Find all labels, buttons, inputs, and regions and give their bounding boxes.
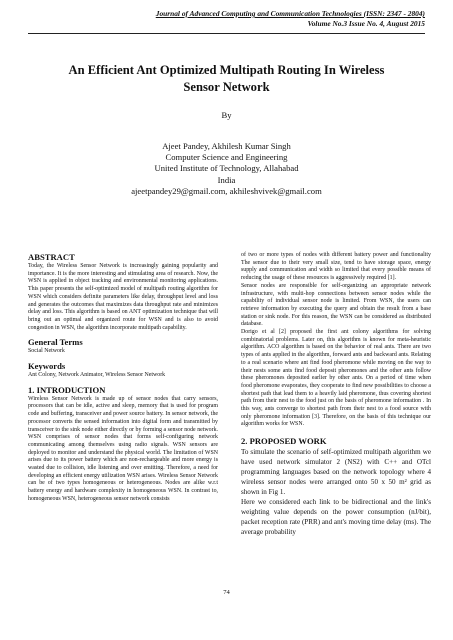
proposed-work-heading: 2. PROPOSED WORK bbox=[241, 436, 327, 447]
author-country: India bbox=[217, 174, 236, 185]
journal-header bbox=[156, 9, 425, 29]
abstract-text: Today, the Wireless Sensor Network is increasingly gaining popularity and importance. It is the more interesting and stimulating area of research. Now, the WSN is applied in object tracking and environmental monitoring applications. This paper presents the self-optimized model of multipath routing algorithm for WSN which considers definite parameters like delay, throughput level and loss and generates the outcomes that maximizes data throughput rate and minimizes delay and loss. This algorithm is based on ANT optimization technique that will bring out an optimal and organized route for WSN and is also to avoid congestion in WSN, the algorithm incorporate multipath capability. bbox=[28, 263, 218, 331]
right-paragraph-1: of two or more types of nodes with different battery power and functionality The sensor due to their very small size, tend to have storage space, energy supply and communication and width so limited that every possible means of reducing the usage of these resources is aggressively required [1]. bbox=[241, 252, 431, 282]
journal-volume: Volume No.3 Issue No. 4, August 2015 bbox=[307, 19, 425, 28]
proposed-work-text-2: Here we considered each link to be bidirectional and the link's weighting value depends on the power consumption (nJ/bit), packet reception rate (PRR) and ant's moving time delay (ms). The average probability bbox=[241, 498, 431, 537]
right-paragraph-3: Dorigo et al [2] proposed the first ant colony algorithms for solving combinatorial problems. Later on, this algorithm is known for meta-heuristic algorithm. ACO algorithm is based on the behavior of real ants. There are two types of ants applied in the algorithm, forward ants and backward ants. Relating to a real scenario where ant find food pheromone while moving on the way to their nests some ants find food deposit pheromones and the other ants follow these pheromones deposited earlier by other ants. On a period of time when food pheromone evaporates, they cooperate to find new possibilities to choose a shortest path that lead them to a heavily laid pheromone, thus covering shortest path from their nest to the food just on the basis of pheromone information . In this way, ants converge to shortest path from their nest to a food source with only pheromone information [3]. Therefore, on the basis of this technique our algorithm works for WSN. bbox=[241, 329, 431, 428]
title-line-2: Sensor Network bbox=[183, 80, 270, 94]
keywords-text: Ant Colony, Network Animator, Wireless Sensor Network bbox=[28, 372, 166, 379]
author-block bbox=[0, 141, 453, 197]
proposed-work-text: To simulate the scenario of self-optimized multipath algorithm we have used network simulator 2 (NS2) with C++ and OTcl programming languages based on the network topology where 4 wireless sensor nodes were arranged onto 50 x 50 m² grid as shown in Fig 1. bbox=[241, 448, 431, 497]
right-column bbox=[241, 252, 431, 537]
journal-name: Journal of Advanced Computing and Communication Technologies (ISSN: 2347 - 2804) bbox=[155, 9, 425, 18]
introduction-text: Wireless Sensor Network is made up of sensor nodes that carry sensors, processors that can be idle, active and sleep, memory that is used for program code and buffering, transceiver and power source battery. In sensor network, the processor converts the sensed information into digital form and transmitted by transceiver to the sink node either directly or by forming a sensor node network. WSN comprises of sensor nodes that forms self-configuring network communicating among themselves using radio signals. WSN sensors are deployed to monitor and understand the physical world. The limitation of WSN arises due to its power battery which are non-rechargeable and more energy is wasted due to collision, idle listening and over emitting. Therefore, a need for developing an efficient energy utilization WSN arises. Wireless Sensor Network can be of two types homogeneous or heterogeneous. Nodes are alike w.r.t battery energy and hardware complexity in homogeneous WSN. In contrast to, homogeneous WSN, heterogeneous sensor network consists bbox=[28, 395, 218, 502]
general-terms-text: Social Network bbox=[28, 348, 65, 355]
by-label: By bbox=[221, 110, 232, 120]
abstract-heading: ABSTRACT bbox=[28, 252, 75, 262]
author-department: Computer Science and Engineering bbox=[165, 152, 288, 163]
right-paragraph-2: Sensor nodes are responsible for self-organizing an appropriate network infrastructure, with multi-hop connections between sensor nodes while the capability of individual sensor node is limited. From WSN, the users can retrieve information by executing the query and obtain the result from a base station or sink node. For this reason, the WSN can be considered as distributed database. bbox=[241, 282, 431, 328]
left-column bbox=[28, 252, 218, 504]
general-terms-heading: General Terms bbox=[28, 337, 83, 348]
author-institute: United Institute of Technology, Allahabad bbox=[154, 163, 299, 174]
author-names: Ajeet Pandey, Akhilesh Kumar Singh bbox=[162, 141, 291, 151]
header-rule bbox=[28, 33, 425, 34]
paper-title bbox=[30, 62, 423, 96]
author-emails: ajeetpandey29@gmail.com, akhileshvivek@gmail.com bbox=[131, 185, 322, 196]
keywords-heading: Keywords bbox=[28, 361, 66, 372]
title-line-1: An Efficient Ant Optimized Multipath Routing In Wireless bbox=[68, 63, 385, 77]
introduction-heading: 1. INTRODUCTION bbox=[28, 384, 106, 395]
page-number: 74 bbox=[223, 589, 230, 596]
